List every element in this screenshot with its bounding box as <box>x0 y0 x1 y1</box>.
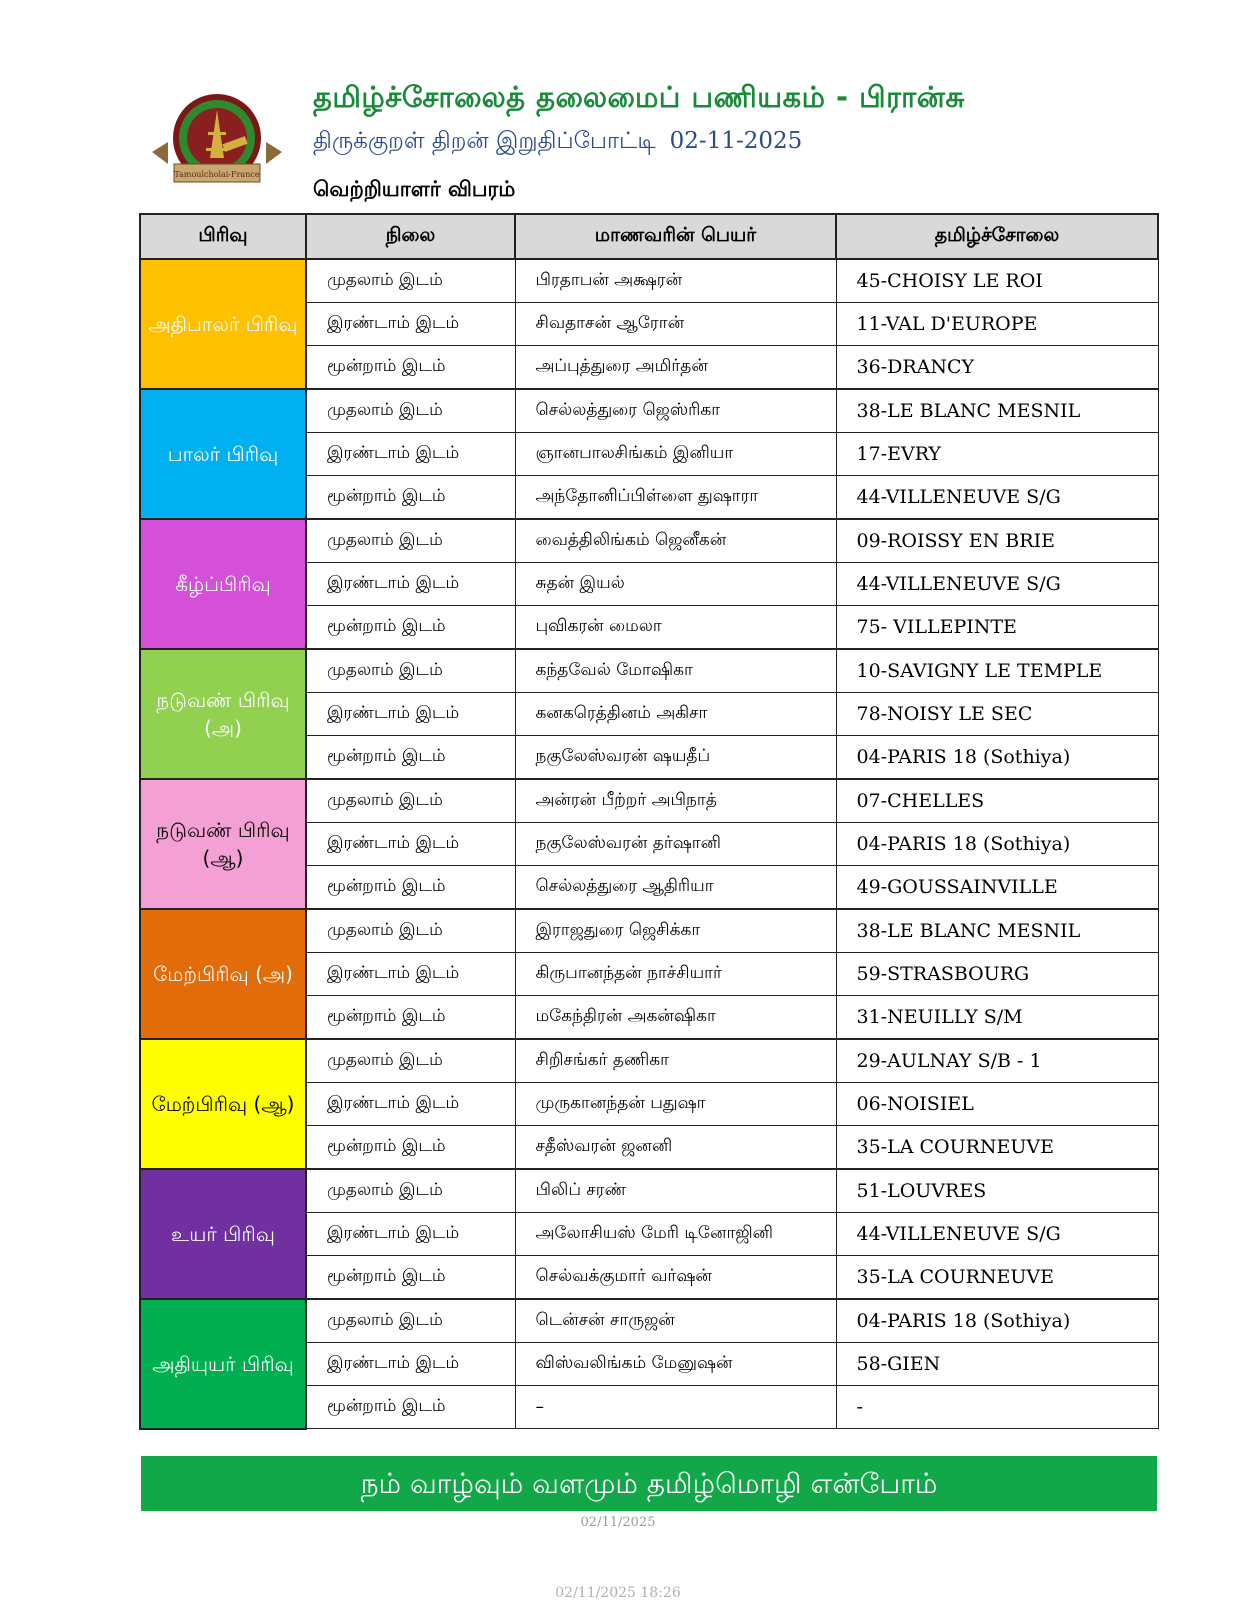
category-cell: நடுவண் பிரிவு (அ) <box>140 649 306 779</box>
student-name-cell: சிறிசங்கர் தணிகா <box>515 1039 836 1083</box>
page-title: தமிழ்ச்சோலைத் தலைமைப் பணியகம் - பிரான்சு <box>313 80 965 114</box>
rank-cell: மூன்றாம் இடம் <box>306 476 515 520</box>
table-row <box>140 909 1158 953</box>
rank-cell: இரண்டாம் இடம் <box>306 1083 515 1126</box>
page-subtitle <box>313 128 802 157</box>
school-cell: 04-PARIS 18 (Sothiya) <box>836 823 1158 866</box>
school-cell: 49-GOUSSAINVILLE <box>836 866 1158 910</box>
column-header-student-name: மாணவரின் பெயர் <box>515 214 836 259</box>
school-cell: 10-SAVIGNY LE TEMPLE <box>836 649 1158 693</box>
category-cell: நடுவண் பிரிவு (ஆ) <box>140 779 306 909</box>
column-header-school: தமிழ்ச்சோலை <box>836 214 1158 259</box>
student-name-cell: பிலிப் சரண் <box>515 1169 836 1213</box>
school-cell: 17-EVRY <box>836 433 1158 476</box>
rank-cell: முதலாம் இடம் <box>306 1039 515 1083</box>
rank-cell: இரண்டாம் இடம் <box>306 953 515 996</box>
student-name-cell: சுதன் இயல் <box>515 563 836 606</box>
rank-cell: மூன்றாம் இடம் <box>306 346 515 390</box>
school-cell: 35-LA COURNEUVE <box>836 1126 1158 1170</box>
logo-emblem-icon <box>152 92 282 192</box>
table-row <box>140 389 1158 433</box>
table-row <box>140 1299 1158 1343</box>
table-row <box>140 1169 1158 1213</box>
table-header-row <box>140 214 1158 259</box>
rank-cell: முதலாம் இடம் <box>306 649 515 693</box>
rank-cell: முதலாம் இடம் <box>306 909 515 953</box>
rank-cell: இரண்டாம் இடம் <box>306 563 515 606</box>
rank-cell: இரண்டாம் இடம் <box>306 303 515 346</box>
school-cell: - <box>836 1386 1158 1429</box>
student-name-cell: நகுலேஸ்வரன் ஷயதீப் <box>515 736 836 780</box>
category-cell: உயர் பிரிவு <box>140 1169 306 1299</box>
student-name-cell: முருகானந்தன் பதுஷா <box>515 1083 836 1126</box>
student-name-cell: செல்வக்குமார் வர்ஷன் <box>515 1256 836 1300</box>
school-cell: 45-CHOISY LE ROI <box>836 259 1158 303</box>
rank-cell: மூன்றாம் இடம் <box>306 736 515 780</box>
rank-cell: மூன்றாம் இடம் <box>306 866 515 910</box>
student-name-cell: செல்லத்துரை ஆதிரியா <box>515 866 836 910</box>
competition-date: 02-11-2025 <box>669 128 803 154</box>
category-cell: மேற்பிரிவு (அ) <box>140 909 306 1039</box>
student-name-cell: விஸ்வலிங்கம் மேனுஷன் <box>515 1343 836 1386</box>
rank-cell: மூன்றாம் இடம் <box>306 996 515 1040</box>
student-name-cell: சதீஸ்வரன் ஜனனி <box>515 1126 836 1170</box>
svg-text:Tamoulcholai-France: Tamoulcholai-France <box>174 170 260 179</box>
rank-cell: முதலாம் இடம் <box>306 1169 515 1213</box>
table-row <box>140 779 1158 823</box>
student-name-cell: இராஜதுரை ஜெசிக்கா <box>515 909 836 953</box>
column-header-rank: நிலை <box>306 214 515 259</box>
school-cell: 44-VILLENEUVE S/G <box>836 476 1158 520</box>
winners-table <box>139 213 1159 1430</box>
student-name-cell: நகுலேஸ்வரன் தர்ஷானி <box>515 823 836 866</box>
table-row <box>140 259 1158 303</box>
student-name-cell: வைத்திலிங்கம் ஜெனீகன் <box>515 519 836 563</box>
rank-cell: முதலாம் இடம் <box>306 259 515 303</box>
school-cell: 31-NEUILLY S/M <box>836 996 1158 1040</box>
school-cell: 75- VILLEPINTE <box>836 606 1158 650</box>
student-name-cell: சிவதாசன் ஆரோன் <box>515 303 836 346</box>
student-name-cell: கந்தவேல் மோஷிகா <box>515 649 836 693</box>
competition-name: திருக்குறள் திறன் இறுதிப்போட்டி <box>313 128 656 154</box>
table-row <box>140 649 1158 693</box>
category-cell: அதிபாலர் பிரிவு <box>140 259 306 389</box>
school-cell: 07-CHELLES <box>836 779 1158 823</box>
rank-cell: மூன்றாம் இடம் <box>306 1386 515 1429</box>
rank-cell: மூன்றாம் இடம் <box>306 1256 515 1300</box>
school-cell: 29-AULNAY S/B - 1 <box>836 1039 1158 1083</box>
student-name-cell: பிரதாபன் அக்ஷரன் <box>515 259 836 303</box>
school-cell: 58-GIEN <box>836 1343 1158 1386</box>
student-name-cell: அன்ரன் பீற்றர் அபிநாத் <box>515 779 836 823</box>
school-cell: 04-PARIS 18 (Sothiya) <box>836 736 1158 780</box>
table-row <box>140 1039 1158 1083</box>
column-header-category: பிரிவு <box>140 214 306 259</box>
winners-table-body <box>140 259 1158 1429</box>
school-cell: 78-NOISY LE SEC <box>836 693 1158 736</box>
school-cell: 38-LE BLANC MESNIL <box>836 389 1158 433</box>
student-name-cell: அலோசியஸ் மேரி டினோஜினி <box>515 1213 836 1256</box>
student-name-cell: மகேந்திரன் அகன்ஷிகா <box>515 996 836 1040</box>
category-cell: அதியுயர் பிரிவு <box>140 1299 306 1429</box>
rank-cell: இரண்டாம் இடம் <box>306 823 515 866</box>
category-cell: கீழ்ப்பிரிவு <box>140 519 306 649</box>
school-cell: 44-VILLENEUVE S/G <box>836 1213 1158 1256</box>
school-cell: 04-PARIS 18 (Sothiya) <box>836 1299 1158 1343</box>
rank-cell: இரண்டாம் இடம் <box>306 1213 515 1256</box>
rank-cell: இரண்டாம் இடம் <box>306 1343 515 1386</box>
rank-cell: முதலாம் இடம் <box>306 389 515 433</box>
footer-slogan-banner: நம் வாழ்வும் வளமும் தமிழ்மொழி என்போம் <box>141 1456 1157 1511</box>
category-cell: பாலர் பிரிவு <box>140 389 306 519</box>
student-name-cell: – <box>515 1386 836 1429</box>
winners-heading: வெற்றியாளர் விபரம் <box>313 177 516 201</box>
rank-cell: மூன்றாம் இடம் <box>306 1126 515 1170</box>
student-name-cell: டென்சன் சாருஜன் <box>515 1299 836 1343</box>
school-cell: 59-STRASBOURG <box>836 953 1158 996</box>
footer-date: 02/11/2025 <box>580 1515 656 1530</box>
rank-cell: மூன்றாம் இடம் <box>306 606 515 650</box>
print-timestamp: 02/11/2025 18:26 <box>555 1585 681 1601</box>
tamoulcholai-logo <box>152 92 282 192</box>
student-name-cell: கிருபானந்தன் நாச்சியார் <box>515 953 836 996</box>
school-cell: 44-VILLENEUVE S/G <box>836 563 1158 606</box>
student-name-cell: கனகரெத்தினம் அகிசா <box>515 693 836 736</box>
school-cell: 09-ROISSY EN BRIE <box>836 519 1158 563</box>
school-cell: 38-LE BLANC MESNIL <box>836 909 1158 953</box>
student-name-cell: செல்லத்துரை ஜெஸ்ரிகா <box>515 389 836 433</box>
table-row <box>140 519 1158 563</box>
rank-cell: இரண்டாம் இடம் <box>306 693 515 736</box>
student-name-cell: அப்புத்துரை அமிர்தன் <box>515 346 836 390</box>
rank-cell: முதலாம் இடம் <box>306 1299 515 1343</box>
student-name-cell: புவிகரன் மைலா <box>515 606 836 650</box>
school-cell: 36-DRANCY <box>836 346 1158 390</box>
student-name-cell: அந்தோனிப்பிள்ளை துஷாரா <box>515 476 836 520</box>
rank-cell: முதலாம் இடம் <box>306 779 515 823</box>
rank-cell: முதலாம் இடம் <box>306 519 515 563</box>
school-cell: 06-NOISIEL <box>836 1083 1158 1126</box>
rank-cell: இரண்டாம் இடம் <box>306 433 515 476</box>
school-cell: 35-LA COURNEUVE <box>836 1256 1158 1300</box>
student-name-cell: ஞானபாலசிங்கம் இனியா <box>515 433 836 476</box>
school-cell: 51-LOUVRES <box>836 1169 1158 1213</box>
school-cell: 11-VAL D'EUROPE <box>836 303 1158 346</box>
category-cell: மேற்பிரிவு (ஆ) <box>140 1039 306 1169</box>
